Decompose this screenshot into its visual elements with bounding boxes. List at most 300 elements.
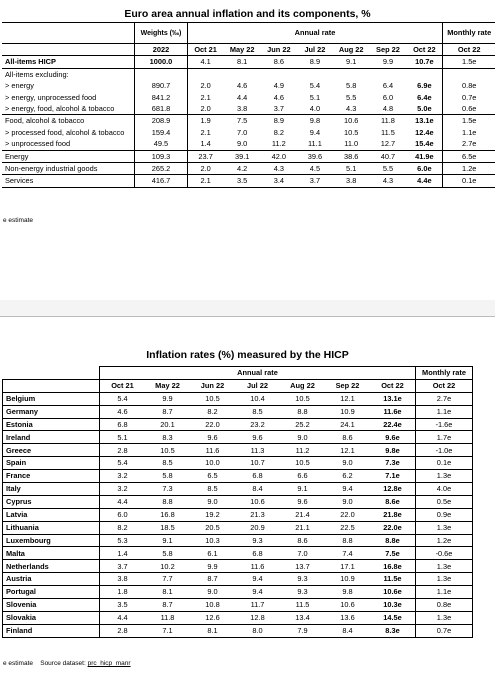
value-cell: 10.9 bbox=[325, 573, 370, 586]
value-cell: 10.0 bbox=[190, 457, 235, 470]
value-cell: 16.8 bbox=[145, 508, 190, 521]
value-cell: 21.3 bbox=[235, 508, 280, 521]
monthly-rate-header-2: Monthly rate bbox=[416, 367, 473, 380]
annual-rate-header-2: Annual rate bbox=[100, 367, 416, 380]
value-cell: 22.4e bbox=[370, 418, 416, 431]
value-cell: 6.9e bbox=[417, 81, 432, 91]
value-cell: 2.1 bbox=[200, 92, 211, 102]
monthly-cell: 1.2e bbox=[443, 162, 495, 174]
value-cell: 3.8 bbox=[237, 103, 248, 113]
month-header: Jun 22 bbox=[190, 379, 235, 392]
weight-cell: 1000.0 bbox=[135, 56, 187, 68]
value-cell: 4.4 bbox=[100, 611, 146, 624]
value-cell: 4.5 bbox=[297, 162, 333, 174]
monthly-cell: 0.1e bbox=[443, 175, 495, 187]
value-cell: 38.6 bbox=[333, 150, 370, 162]
value-cell: 12.7 bbox=[380, 139, 396, 149]
monthly-cell: 6.5e bbox=[443, 150, 495, 162]
value-cell: 20.1 bbox=[145, 418, 190, 431]
monthly-cell: 0.8e bbox=[443, 80, 495, 91]
value-cell: 10.7 bbox=[235, 457, 280, 470]
value-cell: 9.8 bbox=[297, 115, 333, 127]
value-cell: 11.6 bbox=[235, 560, 280, 573]
value-cell: 6.4e bbox=[417, 92, 432, 102]
monthly-cell: -1.6e bbox=[416, 418, 473, 431]
value-cell: 8.3e bbox=[370, 624, 416, 637]
value-cell: 20.9 bbox=[235, 521, 280, 534]
value-cell: 9.6 bbox=[190, 431, 235, 444]
value-cell: 8.1 bbox=[224, 56, 261, 68]
weight-cell: 416.7 bbox=[135, 175, 187, 187]
value-cell: 11.6e bbox=[370, 405, 416, 418]
monthly-cell: 0.8e bbox=[416, 599, 473, 612]
value-cell: 3.2 bbox=[100, 470, 146, 483]
value-cell: 23.2 bbox=[235, 418, 280, 431]
value-cell: 4.6 bbox=[100, 405, 146, 418]
value-cell: 42.0 bbox=[261, 150, 297, 162]
monthly-cell: 0.7e bbox=[416, 624, 473, 637]
weight-cell: 841.2 bbox=[135, 92, 187, 103]
row-label: All-items excluding: bbox=[2, 68, 135, 80]
value-cell: 5.5 bbox=[370, 162, 407, 174]
country-name: Slovakia bbox=[3, 611, 100, 624]
value-cell: 9.3 bbox=[235, 534, 280, 547]
value-cell: 5.4 bbox=[309, 81, 321, 91]
value-cell: 13.6 bbox=[325, 611, 370, 624]
value-cell: 9.3 bbox=[280, 573, 325, 586]
value-cell: 2.1 bbox=[200, 127, 211, 137]
table2-title: Inflation rates (%) measured by the HICP bbox=[146, 349, 349, 361]
value-cell: 21.8e bbox=[370, 508, 416, 521]
value-cell: 2.0 bbox=[187, 162, 224, 174]
table-row bbox=[3, 392, 473, 405]
country-name: Estonia bbox=[3, 418, 100, 431]
country-name: Ireland bbox=[3, 431, 100, 444]
weight-cell: 890.7 bbox=[135, 80, 187, 91]
value-cell: 4.4 bbox=[100, 495, 146, 508]
value-cell: 8.9 bbox=[261, 115, 297, 127]
section-divider bbox=[0, 300, 495, 316]
value-cell: 12.8 bbox=[235, 611, 280, 624]
value-cell: 22.0 bbox=[325, 508, 370, 521]
table-row bbox=[3, 521, 473, 534]
value-cell: 21.1 bbox=[280, 521, 325, 534]
source-dataset-link[interactable]: prc_hicp_manr bbox=[87, 660, 131, 667]
table1-title: Euro area annual inflation and its components, % bbox=[124, 8, 371, 20]
weight-cell: 49.5 bbox=[135, 138, 187, 150]
weights-header: Weights (‰) bbox=[135, 23, 187, 44]
table-row bbox=[3, 508, 473, 521]
month-header: Jun 22 bbox=[261, 44, 297, 56]
value-cell: 11.6 bbox=[190, 444, 235, 457]
row-label: All-items HICP bbox=[2, 56, 135, 68]
table-row bbox=[2, 56, 495, 68]
monthly-cell: 2.7e bbox=[416, 392, 473, 405]
value-cell: 25.2 bbox=[280, 418, 325, 431]
value-cell: 8.7 bbox=[145, 405, 190, 418]
row-label: > energy, unprocessed food bbox=[2, 92, 135, 103]
value-cell: 13.1e bbox=[370, 392, 416, 405]
value-cell: 5.1 bbox=[333, 162, 370, 174]
components-panel bbox=[0, 0, 495, 300]
table-row bbox=[3, 624, 473, 637]
monthly-cell: 1.5e bbox=[443, 115, 495, 127]
month-header: Aug 22 bbox=[333, 44, 370, 56]
row-label: > unprocessed food bbox=[2, 138, 135, 150]
country-name: Lithuania bbox=[3, 521, 100, 534]
value-cell: 9.9 bbox=[370, 56, 407, 68]
value-cell: 9.4 bbox=[309, 127, 321, 137]
value-cell: 3.2 bbox=[100, 483, 146, 496]
value-cell: 11.0 bbox=[344, 139, 359, 149]
value-cell: 8.5 bbox=[145, 457, 190, 470]
table-row bbox=[3, 586, 473, 599]
monthly-rate-header: Monthly rate bbox=[443, 23, 495, 44]
value-cell: 10.5 bbox=[280, 392, 325, 405]
value-cell: 11.2 bbox=[280, 444, 325, 457]
monthly-cell: 0.5e bbox=[416, 495, 473, 508]
monthly-cell: 1.1e bbox=[416, 586, 473, 599]
country-name: Luxembourg bbox=[3, 534, 100, 547]
weight-cell: 681.8 bbox=[135, 103, 187, 115]
value-cell: 7.9 bbox=[280, 624, 325, 637]
monthly-cell: 0.7e bbox=[443, 92, 495, 103]
value-cell: 9.4 bbox=[235, 573, 280, 586]
value-cell: 8.1 bbox=[190, 624, 235, 637]
table-row bbox=[2, 68, 495, 80]
value-cell: 5.4 bbox=[100, 457, 146, 470]
table-row bbox=[3, 444, 473, 457]
monthly-month-header: Oct 22 bbox=[443, 44, 495, 56]
value-cell: 18.5 bbox=[145, 521, 190, 534]
value-cell: 5.4 bbox=[100, 392, 146, 405]
value-cell bbox=[187, 68, 224, 80]
source-label: Source dataset: bbox=[40, 660, 86, 667]
value-cell: 12.6 bbox=[190, 611, 235, 624]
weight-cell: 109.3 bbox=[135, 150, 187, 162]
value-cell: 4.0 bbox=[309, 103, 321, 113]
blank-cell bbox=[3, 379, 100, 392]
table-row bbox=[2, 103, 495, 115]
value-cell: 10.3 bbox=[190, 534, 235, 547]
value-cell: 4.4 bbox=[237, 92, 248, 102]
value-cell: 9.4 bbox=[235, 586, 280, 599]
value-cell: 10.3e bbox=[370, 599, 416, 612]
value-cell: 22.0 bbox=[190, 418, 235, 431]
value-cell: 10.5 bbox=[344, 127, 359, 137]
weight-cell: 265.2 bbox=[135, 162, 187, 174]
value-cell: 9.0 bbox=[237, 139, 248, 149]
value-cell: 7.5 bbox=[224, 115, 261, 127]
value-cell: 10.5 bbox=[280, 457, 325, 470]
table-row bbox=[3, 573, 473, 586]
value-cell: 21.4 bbox=[280, 508, 325, 521]
table-row bbox=[3, 611, 473, 624]
value-cell: 10.7e bbox=[406, 56, 443, 68]
row-label: Food, alcohol & tobacco bbox=[2, 115, 135, 127]
monthly-cell: -1.0e bbox=[416, 444, 473, 457]
country-name: Cyprus bbox=[3, 495, 100, 508]
value-cell: 8.2 bbox=[100, 521, 146, 534]
value-cell: 8.2 bbox=[273, 127, 284, 137]
value-cell: 13.7 bbox=[280, 560, 325, 573]
table-row bbox=[2, 150, 495, 162]
value-cell: 8.2 bbox=[190, 405, 235, 418]
value-cell: 11.5 bbox=[280, 599, 325, 612]
month-header: May 22 bbox=[224, 44, 261, 56]
monthly-cell: 2.7e bbox=[443, 138, 495, 150]
value-cell: 3.4 bbox=[261, 175, 297, 187]
value-cell: 23.7 bbox=[187, 150, 224, 162]
value-cell: 4.9 bbox=[273, 81, 284, 91]
month-header: Jul 22 bbox=[297, 44, 333, 56]
value-cell bbox=[224, 68, 261, 80]
table-row bbox=[3, 457, 473, 470]
value-cell: 10.5 bbox=[145, 444, 190, 457]
value-cell: 2.8 bbox=[100, 444, 146, 457]
value-cell: 3.7 bbox=[100, 560, 146, 573]
value-cell: 6.8 bbox=[235, 547, 280, 560]
country-name: Netherlands bbox=[3, 560, 100, 573]
value-cell: 8.8 bbox=[145, 495, 190, 508]
value-cell: 7.0 bbox=[280, 547, 325, 560]
monthly-cell: 1.1e bbox=[443, 127, 495, 138]
value-cell: 13.4 bbox=[280, 611, 325, 624]
value-cell: 9.4 bbox=[325, 483, 370, 496]
monthly-cell: 1.3e bbox=[416, 470, 473, 483]
table-row bbox=[2, 162, 495, 174]
value-cell: 5.8 bbox=[145, 547, 190, 560]
value-cell: 8.5 bbox=[235, 405, 280, 418]
row-label: Services bbox=[2, 175, 135, 187]
weight-cell: 159.4 bbox=[135, 127, 187, 138]
weight-cell bbox=[135, 68, 187, 80]
value-cell: 40.7 bbox=[370, 150, 407, 162]
value-cell bbox=[406, 68, 443, 80]
value-cell: 5.1 bbox=[100, 431, 146, 444]
country-name: Italy bbox=[3, 483, 100, 496]
monthly-cell: 0.6e bbox=[443, 103, 495, 115]
month-header: Aug 22 bbox=[280, 379, 325, 392]
value-cell: 10.9 bbox=[325, 405, 370, 418]
value-cell: 11.2 bbox=[271, 139, 286, 149]
table-row bbox=[2, 138, 495, 150]
value-cell: 4.3 bbox=[346, 103, 357, 113]
monthly-cell: 1.3e bbox=[416, 560, 473, 573]
value-cell: 8.3 bbox=[145, 431, 190, 444]
value-cell: 8.9 bbox=[297, 56, 333, 68]
value-cell: 14.5e bbox=[370, 611, 416, 624]
value-cell: 11.3 bbox=[235, 444, 280, 457]
value-cell: 7.1e bbox=[370, 470, 416, 483]
value-cell: 10.5 bbox=[190, 392, 235, 405]
value-cell: 8.1 bbox=[145, 586, 190, 599]
value-cell: 39.6 bbox=[297, 150, 333, 162]
value-cell: 3.5 bbox=[100, 599, 146, 612]
estimate-note-2: e estimate bbox=[3, 660, 33, 667]
table-row bbox=[3, 431, 473, 444]
value-cell: 9.0 bbox=[280, 431, 325, 444]
monthly-cell: 1.3e bbox=[416, 573, 473, 586]
value-cell: 6.8 bbox=[100, 418, 146, 431]
value-cell: 5.8 bbox=[346, 81, 357, 91]
value-cell: 24.1 bbox=[325, 418, 370, 431]
value-cell: 2.0 bbox=[200, 103, 211, 113]
country-name: Greece bbox=[3, 444, 100, 457]
value-cell: 1.4 bbox=[200, 139, 211, 149]
value-cell: 5.5 bbox=[346, 92, 357, 102]
month-header: May 22 bbox=[145, 379, 190, 392]
value-cell: 9.8 bbox=[325, 586, 370, 599]
monthly-cell: 1.3e bbox=[416, 611, 473, 624]
month-header: Jul 22 bbox=[235, 379, 280, 392]
value-cell: 1.4 bbox=[100, 547, 146, 560]
value-cell: 7.3 bbox=[145, 483, 190, 496]
value-cell: 6.5 bbox=[190, 470, 235, 483]
value-cell: 9.0 bbox=[325, 457, 370, 470]
value-cell: 22.5 bbox=[325, 521, 370, 534]
value-cell: 5.8 bbox=[145, 470, 190, 483]
row-label: Non-energy industrial goods bbox=[2, 162, 135, 174]
value-cell: 10.2 bbox=[145, 560, 190, 573]
month-header: Oct 22 bbox=[406, 44, 443, 56]
value-cell: 15.4e bbox=[415, 139, 434, 149]
table-row bbox=[2, 115, 495, 127]
country-name: Malta bbox=[3, 547, 100, 560]
value-cell: 11.5 bbox=[381, 127, 395, 137]
value-cell: 10.8 bbox=[190, 599, 235, 612]
monthly-cell bbox=[443, 68, 495, 80]
value-cell: 10.4 bbox=[235, 392, 280, 405]
value-cell: 10.6 bbox=[235, 495, 280, 508]
table-row bbox=[3, 470, 473, 483]
country-name: Latvia bbox=[3, 508, 100, 521]
value-cell: 39.1 bbox=[224, 150, 261, 162]
value-cell: 1.9 bbox=[187, 115, 224, 127]
table-row bbox=[2, 92, 495, 103]
weights-year: 2022 bbox=[135, 44, 187, 56]
value-cell: 8.4 bbox=[235, 483, 280, 496]
value-cell: 8.6e bbox=[370, 495, 416, 508]
monthly-cell: 0.1e bbox=[416, 457, 473, 470]
table-row bbox=[3, 483, 473, 496]
value-cell: 3.8 bbox=[100, 573, 146, 586]
value-cell: 2.1 bbox=[187, 175, 224, 187]
value-cell: 10.6 bbox=[325, 599, 370, 612]
estimate-note: e estimate bbox=[3, 217, 33, 224]
footer-note bbox=[3, 660, 131, 667]
value-cell: 3.8 bbox=[333, 175, 370, 187]
value-cell bbox=[333, 68, 370, 80]
value-cell: 2.0 bbox=[200, 81, 211, 91]
value-cell: 9.9 bbox=[190, 560, 235, 573]
value-cell: 7.3e bbox=[370, 457, 416, 470]
table-row bbox=[2, 80, 495, 91]
value-cell: 9.0 bbox=[325, 495, 370, 508]
value-cell: 6.0e bbox=[406, 162, 443, 174]
monthly-cell: 1.1e bbox=[416, 405, 473, 418]
value-cell: 5.1 bbox=[309, 92, 321, 102]
month-header: Oct 22 bbox=[370, 379, 416, 392]
row-label: > energy bbox=[2, 80, 135, 91]
value-cell: 8.8 bbox=[280, 405, 325, 418]
value-cell: 12.8e bbox=[370, 483, 416, 496]
value-cell: 12.1 bbox=[325, 392, 370, 405]
value-cell: 17.1 bbox=[325, 560, 370, 573]
value-cell: 10.6e bbox=[370, 586, 416, 599]
country-name: Slovenia bbox=[3, 599, 100, 612]
value-cell: 9.1 bbox=[145, 534, 190, 547]
value-cell: 8.6 bbox=[261, 56, 297, 68]
value-cell: 9.3 bbox=[280, 586, 325, 599]
value-cell: 7.4 bbox=[325, 547, 370, 560]
value-cell: 7.1 bbox=[145, 624, 190, 637]
table-row bbox=[3, 534, 473, 547]
value-cell: 11.8 bbox=[145, 611, 190, 624]
value-cell: 9.6 bbox=[235, 431, 280, 444]
value-cell: 19.2 bbox=[190, 508, 235, 521]
value-cell: 9.8e bbox=[370, 444, 416, 457]
value-cell: 9.6e bbox=[370, 431, 416, 444]
table-row bbox=[3, 599, 473, 612]
monthly-cell: 1.3e bbox=[416, 521, 473, 534]
value-cell: 11.5e bbox=[370, 573, 416, 586]
value-cell: 8.6 bbox=[325, 431, 370, 444]
table-row bbox=[3, 405, 473, 418]
value-cell: 7.0 bbox=[237, 127, 248, 137]
value-cell: 4.1 bbox=[187, 56, 224, 68]
value-cell: 6.6 bbox=[280, 470, 325, 483]
value-cell: 8.5 bbox=[190, 483, 235, 496]
value-cell: 22.0e bbox=[370, 521, 416, 534]
value-cell bbox=[261, 68, 297, 80]
monthly-cell: 0.9e bbox=[416, 508, 473, 521]
country-table bbox=[2, 366, 473, 638]
value-cell: 6.4 bbox=[382, 81, 394, 91]
value-cell: 5.0e bbox=[417, 103, 432, 113]
value-cell: 5.3 bbox=[100, 534, 146, 547]
value-cell: 4.3 bbox=[370, 175, 407, 187]
country-name: Belgium bbox=[3, 392, 100, 405]
country-name: Spain bbox=[3, 457, 100, 470]
value-cell: 2.8 bbox=[100, 624, 146, 637]
row-label: Energy bbox=[2, 150, 135, 162]
value-cell: 11.8 bbox=[370, 115, 407, 127]
month-header: Sep 22 bbox=[325, 379, 370, 392]
value-cell: 9.9 bbox=[145, 392, 190, 405]
value-cell: 6.2 bbox=[325, 470, 370, 483]
value-cell: 6.0 bbox=[382, 92, 394, 102]
value-cell: 11.7 bbox=[235, 599, 280, 612]
table-row bbox=[3, 560, 473, 573]
value-cell: 8.8 bbox=[325, 534, 370, 547]
value-cell: 8.8e bbox=[370, 534, 416, 547]
country-name: Germany bbox=[3, 405, 100, 418]
value-cell: 6.1 bbox=[190, 547, 235, 560]
table-row bbox=[3, 547, 473, 560]
month-header: Sep 22 bbox=[370, 44, 407, 56]
value-cell: 4.6 bbox=[273, 92, 284, 102]
country-name: Portugal bbox=[3, 586, 100, 599]
table-row bbox=[3, 418, 473, 431]
value-cell: 41.9e bbox=[406, 150, 443, 162]
monthly-cell: -0.6e bbox=[416, 547, 473, 560]
country-name: Austria bbox=[3, 573, 100, 586]
value-cell bbox=[370, 68, 407, 80]
value-cell: 8.7 bbox=[145, 599, 190, 612]
row-label: > energy, food, alcohol & tobacco bbox=[2, 103, 135, 115]
components-table bbox=[2, 22, 495, 188]
